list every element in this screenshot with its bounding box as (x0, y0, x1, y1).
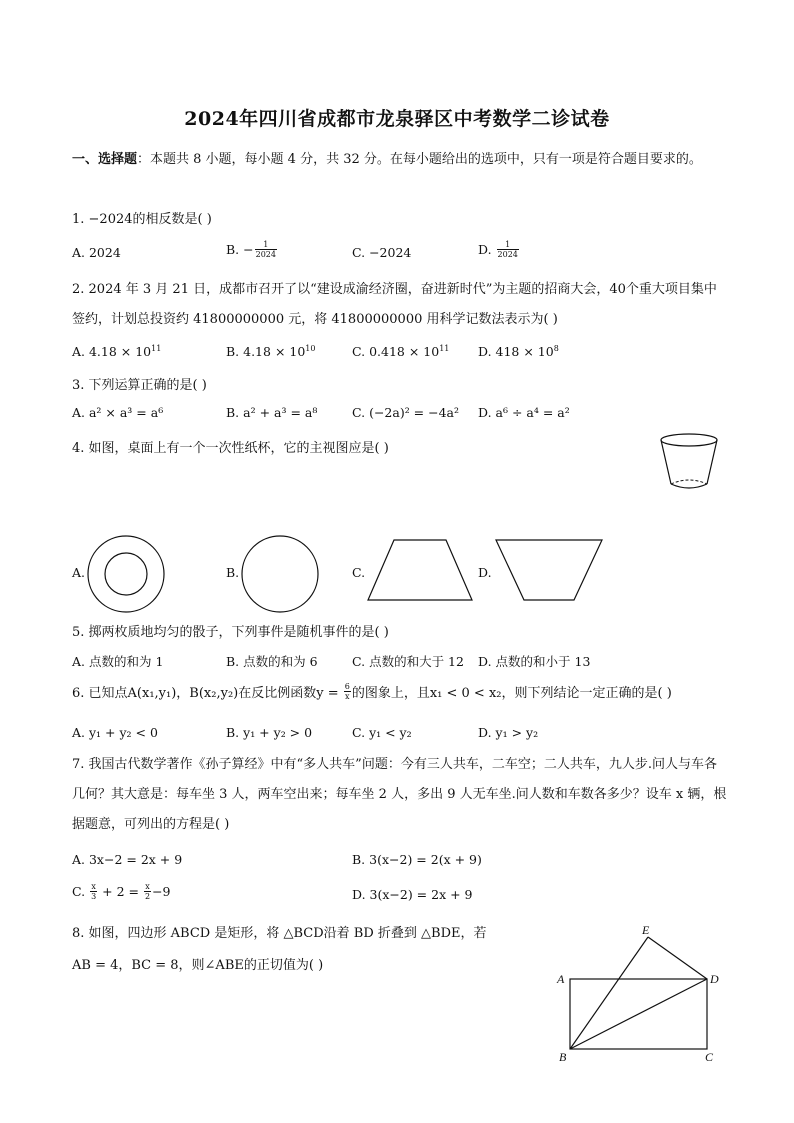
q2-a-base: A. 4.18 × 10 (72, 344, 152, 360)
q6-stem-pre: 6. 已知点A(x₁,y₁)，B(x₂,y₂)在反比例函数y = (72, 686, 343, 701)
question-8-line-1: 8. 如图，四边形 ABCD 是矩形，将 △BCD沿着 BD 折叠到 △BDE，若 (72, 926, 487, 941)
question-2-option-d (478, 344, 559, 359)
question-6-option-c: C. y₁ < y₂ (352, 725, 412, 740)
question-4-option-b: B. (226, 565, 240, 580)
q6-fraction (344, 682, 351, 701)
section-instructions (72, 145, 727, 175)
label-a: A (557, 972, 565, 986)
q7-c-prefix: C. (72, 884, 90, 899)
label-d: D (710, 972, 719, 986)
question-1-option-a: A. 2024 (72, 245, 121, 260)
question-6-stem (72, 682, 672, 701)
question-3-option-c: C. (−2a)² = −4a² (352, 405, 460, 420)
trapezoid-wide-top (496, 540, 602, 600)
q7-c-suffix: −9 (152, 884, 171, 899)
question-6-option-d: D. y₁ > y₂ (478, 725, 539, 740)
q6-den: x (345, 692, 350, 701)
q1-b-prefix: B. − (226, 242, 254, 257)
segment-be (570, 937, 648, 1049)
q7-c-num2: x (145, 882, 150, 891)
rectangle-fold-figure (553, 920, 733, 1065)
q7-c-den2: 2 (144, 892, 151, 901)
cup-left-side (661, 440, 671, 484)
question-7-option-a: A. 3x−2 = 2x + 9 (72, 852, 183, 867)
question-6-option-b: B. y₁ + y₂ > 0 (226, 725, 313, 740)
q6-num: 6 (344, 682, 350, 691)
question-7-option-c (72, 882, 171, 901)
circle-outline (242, 536, 318, 612)
question-3-stem: 3. 下列运算正确的是( ) (72, 378, 207, 393)
trapezoid-narrow-top (368, 540, 472, 600)
q1-d-num: 1 (497, 240, 519, 250)
q1-b-den: 2024 (255, 250, 276, 259)
question-3-option-d: D. a⁶ ÷ a⁴ = a² (478, 405, 570, 420)
question-7-option-d: D. 3(x−2) = 2x + 9 (352, 887, 473, 902)
label-c: C (705, 1050, 714, 1064)
question-1-stem: 1. −2024的相反数是( ) (72, 212, 212, 227)
q2-d-base: D. 418 × 10 (478, 344, 554, 360)
question-7-option-b: B. 3(x−2) = 2(x + 9) (352, 852, 482, 867)
question-6-option-a: A. y₁ + y₂ < 0 (72, 725, 158, 740)
question-2-stem: 2. 2024 年 3 月 21 日，成都市召开了以“建设成渝经济圈，奋进新时代”为主题的招商大会，40个重大项目集中签约，计划总投资约 41800000000 元，将 41800000000 用科学记数法表示为( ) (72, 282, 717, 327)
q1-d-fraction (497, 240, 519, 259)
q7-c-mid: + 2 = (98, 884, 143, 899)
cup-bottom-front (671, 484, 707, 488)
cup-right-side (707, 440, 717, 484)
q6-stem-post: 的图象上，且x₁ < 0 < x₂，则下列结论一定正确的是( ) (351, 686, 672, 701)
question-3-option-a: A. a² × a³ = a⁶ (72, 405, 164, 420)
question-4-stem: 4. 如图，桌面上有一个一次性纸杯，它的主视图应是( ) (72, 441, 389, 456)
q2-c-base: C. 0.418 × 10 (352, 344, 440, 360)
question-7-stem: 7. 我国古代数学著作《孙子算经》中有“多人共车”问题：今有三人共车，二车空；二人共车，九人步.问人与车各几何？其大意是：每车坐 3 人，两车空出来；每车坐 2 人，多出 9 人无车坐.问人数和车数各多少？设车 x 辆，根据题意，可列出的方程是( ) (72, 757, 727, 832)
q1-b-fraction (255, 240, 277, 259)
question-3-option-b: B. a² + a³ = a⁸ (226, 405, 318, 420)
option-a-ring-figure (84, 532, 168, 616)
cup-bottom-hidden (671, 480, 707, 484)
q1-d-prefix: D. (478, 242, 496, 257)
option-b-circle-figure (238, 532, 322, 616)
question-1-option-b (226, 240, 278, 259)
q2-b-base: B. 4.18 × 10 (226, 344, 306, 360)
question-2-option-a (72, 344, 161, 359)
section-heading: 一、选择题 (72, 152, 138, 167)
question-4-option-d: D. (478, 565, 492, 580)
diagonal-bd (570, 979, 707, 1049)
question-2-option-b (226, 344, 315, 359)
question-1-option-d (478, 240, 520, 259)
label-e: E (642, 923, 650, 937)
question-4-option-a: A. (72, 565, 86, 580)
q2-d-exp: 8 (553, 344, 559, 353)
segment-ed (648, 937, 707, 979)
cup-rim (661, 434, 717, 446)
question-4-option-c: C. (352, 565, 366, 580)
question-5-option-b: B. 点数的和为 6 (226, 654, 318, 669)
q7-c-fraction-1 (90, 882, 97, 901)
page-title: 2024年四川省成都市龙泉驿区中考数学二诊试卷 (184, 108, 610, 130)
q1-d-den: 2024 (497, 250, 518, 259)
q2-b-exp: 10 (305, 344, 316, 353)
option-c-trapezoid-figure (366, 538, 474, 604)
question-5-option-c: C. 点数的和大于 12 (352, 654, 464, 669)
question-5-stem: 5. 掷两枚质地均匀的骰子，下列事件是随机事件的是( ) (72, 625, 389, 640)
paper-cup-figure (655, 430, 723, 500)
question-2-option-c (352, 344, 449, 359)
q7-c-fraction-2 (144, 882, 151, 901)
q2-a-exp: 11 (151, 344, 162, 353)
question-1-option-c: C. −2024 (352, 245, 412, 260)
section-text: ：本题共 8 小题，每小题 4 分，共 32 分。在每小题给出的选项中，只有一项是符合题目要求的。 (137, 152, 702, 167)
ring-outer-circle (88, 536, 164, 612)
q7-c-num1: x (91, 882, 96, 891)
q1-b-num: 1 (255, 240, 277, 250)
q2-c-exp: 11 (439, 344, 450, 353)
question-5-option-a: A. 点数的和为 1 (72, 654, 164, 669)
label-b: B (559, 1050, 567, 1064)
question-5-option-d: D. 点数的和小于 13 (478, 654, 591, 669)
option-d-trapezoid-figure (494, 538, 604, 604)
q7-c-den1: 3 (91, 892, 97, 901)
question-8-line-2: AB = 4，BC = 8，则∠ABE的正切值为( ) (72, 958, 324, 973)
ring-inner-circle (105, 553, 147, 595)
